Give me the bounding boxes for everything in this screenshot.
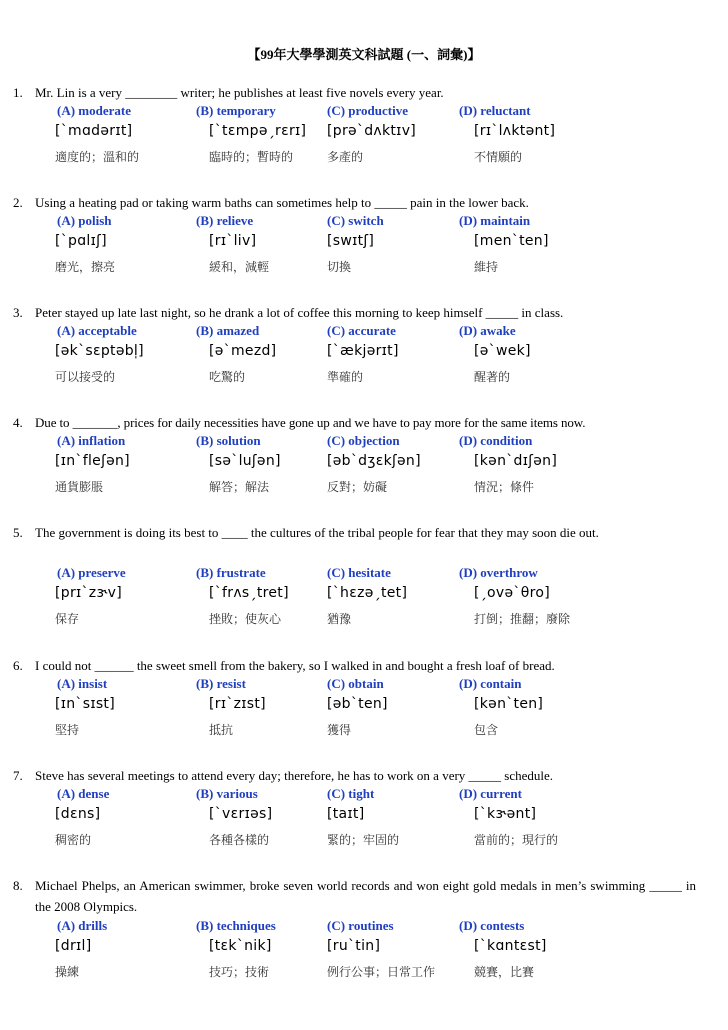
question-text: I could not ______ the sweet smell from the bakery, so I walked in and bought a fresh loaf of bread. — [35, 658, 555, 673]
option-c[interactable]: (C) accurate — [327, 323, 396, 338]
ipa-b: [rɪˋliv] — [209, 233, 257, 249]
translation-c: 例行公事；日常工作 — [327, 965, 436, 979]
translation-a: 通貨膨脹 — [55, 480, 104, 494]
translation-row — [0, 478, 728, 498]
question-text: Due to _______, prices for daily necessities have gone up and we have to pay more for the same items now. — [35, 415, 586, 430]
question-number: 6. — [13, 658, 23, 673]
question-number: 5. — [13, 525, 23, 540]
translation-d: 情況；條件 — [474, 480, 535, 494]
option-a[interactable]: (A) preserve — [57, 565, 126, 580]
ipa-d: [ˋkɝənt] — [474, 806, 537, 822]
ipa-d: [rɪˋlʌktənt] — [474, 123, 556, 139]
translation-c: 切換 — [327, 260, 352, 274]
ipa-b: [ˋtɛmpəˏrɛrɪ] — [209, 123, 307, 139]
option-d[interactable]: (D) condition — [459, 433, 533, 448]
translation-a: 堅持 — [55, 723, 80, 737]
translation-c: 獲得 — [327, 723, 352, 737]
ipa-b: [səˋluʃən] — [209, 453, 281, 469]
option-b[interactable]: (B) temporary — [196, 103, 276, 118]
option-b[interactable]: (B) resist — [196, 676, 246, 691]
translation-b: 各種各樣的 — [209, 833, 270, 847]
translation-d: 維持 — [474, 260, 499, 274]
option-labels-row — [0, 676, 728, 696]
translation-row — [0, 148, 728, 168]
ipa-b: [ˋvɛrɪəs] — [209, 806, 273, 822]
ipa-a: [ˋpɑlɪʃ] — [55, 233, 107, 249]
ipa-b: [ˋfrʌsˏtret] — [209, 585, 289, 601]
translation-c: 反對；妨礙 — [327, 480, 388, 494]
ipa-d: [əˋwek] — [474, 343, 531, 359]
option-b[interactable]: (B) various — [196, 786, 258, 801]
question-number: 7. — [13, 768, 23, 783]
option-c[interactable]: (C) objection — [327, 433, 400, 448]
ipa-c: [prəˋdʌktɪv] — [327, 123, 417, 139]
translation-b: 臨時的；暫時的 — [209, 150, 294, 164]
ipa-a: [drɪl] — [55, 938, 92, 954]
translation-a: 適度的；溫和的 — [55, 150, 140, 164]
ipa-row — [0, 806, 728, 826]
ipa-c: [taɪt] — [327, 806, 365, 822]
ipa-c: [əbˋten] — [327, 696, 388, 712]
option-labels-row — [0, 323, 728, 343]
ipa-a: [ɪnˋfleʃən] — [55, 453, 130, 469]
question-number: 1. — [13, 85, 23, 100]
ipa-row — [0, 343, 728, 363]
ipa-d: [menˋten] — [474, 233, 549, 249]
ipa-c: [ˋækjərɪt] — [327, 343, 399, 359]
option-labels-row — [0, 103, 728, 123]
ipa-b: [rɪˋzɪst] — [209, 696, 266, 712]
ipa-c: [ˋhɛzəˏtet] — [327, 585, 408, 601]
question-text: Michael Phelps, an American swimmer, broke seven world records and won eight gold medals in men’s swimming _____ in the 2008 Olympics. — [35, 878, 696, 914]
translation-c: 準確的 — [327, 370, 364, 384]
option-c[interactable]: (C) hesitate — [327, 565, 391, 580]
translation-a: 可以接受的 — [55, 370, 116, 384]
translation-a: 操練 — [55, 965, 80, 979]
translation-b: 技巧；技術 — [209, 965, 270, 979]
translation-c: 多產的 — [327, 150, 364, 164]
option-a[interactable]: (A) dense — [57, 786, 110, 801]
option-d[interactable]: (D) awake — [459, 323, 516, 338]
ipa-b: [tɛkˋnik] — [209, 938, 272, 954]
translation-d: 打倒；推翻；廢除 — [474, 612, 571, 626]
translation-a: 磨光，擦亮 — [55, 260, 116, 274]
question-text: Peter stayed up late last night, so he drank a lot of coffee this morning to keep himself _____ in class. — [35, 305, 564, 320]
translation-b: 解答；解法 — [209, 480, 270, 494]
ipa-a: [ˋmɑdərɪt] — [55, 123, 133, 139]
question-text: Using a heating pad or taking warm baths can sometimes help to _____ pain in the lower back. — [35, 195, 529, 210]
option-d[interactable]: (D) contests — [459, 918, 525, 933]
option-c[interactable]: (C) routines — [327, 918, 394, 933]
ipa-a: [ɪnˋsɪst] — [55, 696, 115, 712]
translation-b: 抵抗 — [209, 723, 234, 737]
question-number: 4. — [13, 415, 23, 430]
translation-d: 包含 — [474, 723, 499, 737]
ipa-b: [əˋmezd] — [209, 343, 277, 359]
translation-a: 保存 — [55, 612, 80, 626]
question-number: 8. — [13, 878, 23, 893]
ipa-d: [kənˋten] — [474, 696, 544, 712]
page-title: 【99年大學學測英文科試題 (一、詞彙)】 — [247, 47, 481, 62]
ipa-row — [0, 233, 728, 253]
translation-row — [0, 368, 728, 388]
translation-a: 稠密的 — [55, 833, 92, 847]
translation-b: 挫敗；使灰心 — [209, 612, 282, 626]
question-text: Steve has several meetings to attend every day; therefore, he has to work on a very _____ schedule. — [35, 768, 554, 783]
option-d[interactable]: (D) maintain — [459, 213, 531, 228]
translation-row — [0, 258, 728, 278]
option-a[interactable]: (A) moderate — [57, 103, 131, 118]
ipa-c: [əbˋdʒɛkʃən] — [327, 453, 421, 469]
option-labels-row — [0, 918, 728, 938]
option-a[interactable]: (A) insist — [57, 676, 108, 691]
option-labels-row — [0, 786, 728, 806]
ipa-c: [swɪtʃ] — [327, 233, 375, 249]
option-c[interactable]: (C) obtain — [327, 676, 384, 691]
translation-row — [0, 831, 728, 851]
option-d[interactable]: (D) current — [459, 786, 522, 801]
option-d[interactable]: (D) contain — [459, 676, 522, 691]
ipa-row — [0, 938, 728, 958]
translation-b: 緩和，減輕 — [209, 260, 270, 274]
option-a[interactable]: (A) acceptable — [57, 323, 137, 338]
ipa-row — [0, 696, 728, 716]
ipa-row — [0, 123, 728, 143]
option-b[interactable]: (B) frustrate — [196, 565, 266, 580]
option-d[interactable]: (D) reluctant — [459, 103, 531, 118]
translation-d: 醒著的 — [474, 370, 511, 384]
option-labels-row — [0, 213, 728, 233]
option-a[interactable]: (A) polish — [57, 213, 112, 228]
option-labels-row — [0, 565, 728, 585]
option-b[interactable]: (B) solution — [196, 433, 261, 448]
question-text: The government is doing its best to ____ the cultures of the tribal people for fear that they may soon die out. — [35, 525, 599, 540]
ipa-a: [dɛns] — [55, 806, 101, 822]
ipa-d: [kənˋdɪʃən] — [474, 453, 558, 469]
ipa-row — [0, 453, 728, 473]
option-a[interactable]: (A) drills — [57, 918, 108, 933]
option-c[interactable]: (C) tight — [327, 786, 375, 801]
ipa-d: [ˋkɑntɛst] — [474, 938, 547, 954]
option-labels-row — [0, 433, 728, 453]
option-c[interactable]: (C) switch — [327, 213, 384, 228]
translation-row — [0, 610, 728, 630]
translation-b: 吃驚的 — [209, 370, 246, 384]
ipa-d: [ˏovəˋθro] — [474, 585, 550, 601]
translation-c: 猶豫 — [327, 612, 352, 626]
question-number: 3. — [13, 305, 23, 320]
translation-d: 當前的；現行的 — [474, 833, 559, 847]
option-b[interactable]: (B) relieve — [196, 213, 254, 228]
ipa-a: [prɪˋzɝv] — [55, 585, 122, 601]
question-text: Mr. Lin is a very ________ writer; he publishes at least five novels every year. — [35, 85, 444, 100]
option-d[interactable]: (D) overthrow — [459, 565, 538, 580]
option-b[interactable]: (B) amazed — [196, 323, 260, 338]
ipa-c: [ruˋtin] — [327, 938, 381, 954]
translation-c: 緊的；牢固的 — [327, 833, 400, 847]
translation-d: 不情願的 — [474, 150, 523, 164]
option-a[interactable]: (A) inflation — [57, 433, 126, 448]
option-b[interactable]: (B) techniques — [196, 918, 276, 933]
question-number: 2. — [13, 195, 23, 210]
translation-d: 競賽，比賽 — [474, 965, 535, 979]
translation-row — [0, 963, 728, 983]
ipa-a: [əkˋsɛptəbl̩] — [55, 343, 144, 359]
option-c[interactable]: (C) productive — [327, 103, 409, 118]
ipa-row — [0, 585, 728, 605]
translation-row — [0, 721, 728, 741]
